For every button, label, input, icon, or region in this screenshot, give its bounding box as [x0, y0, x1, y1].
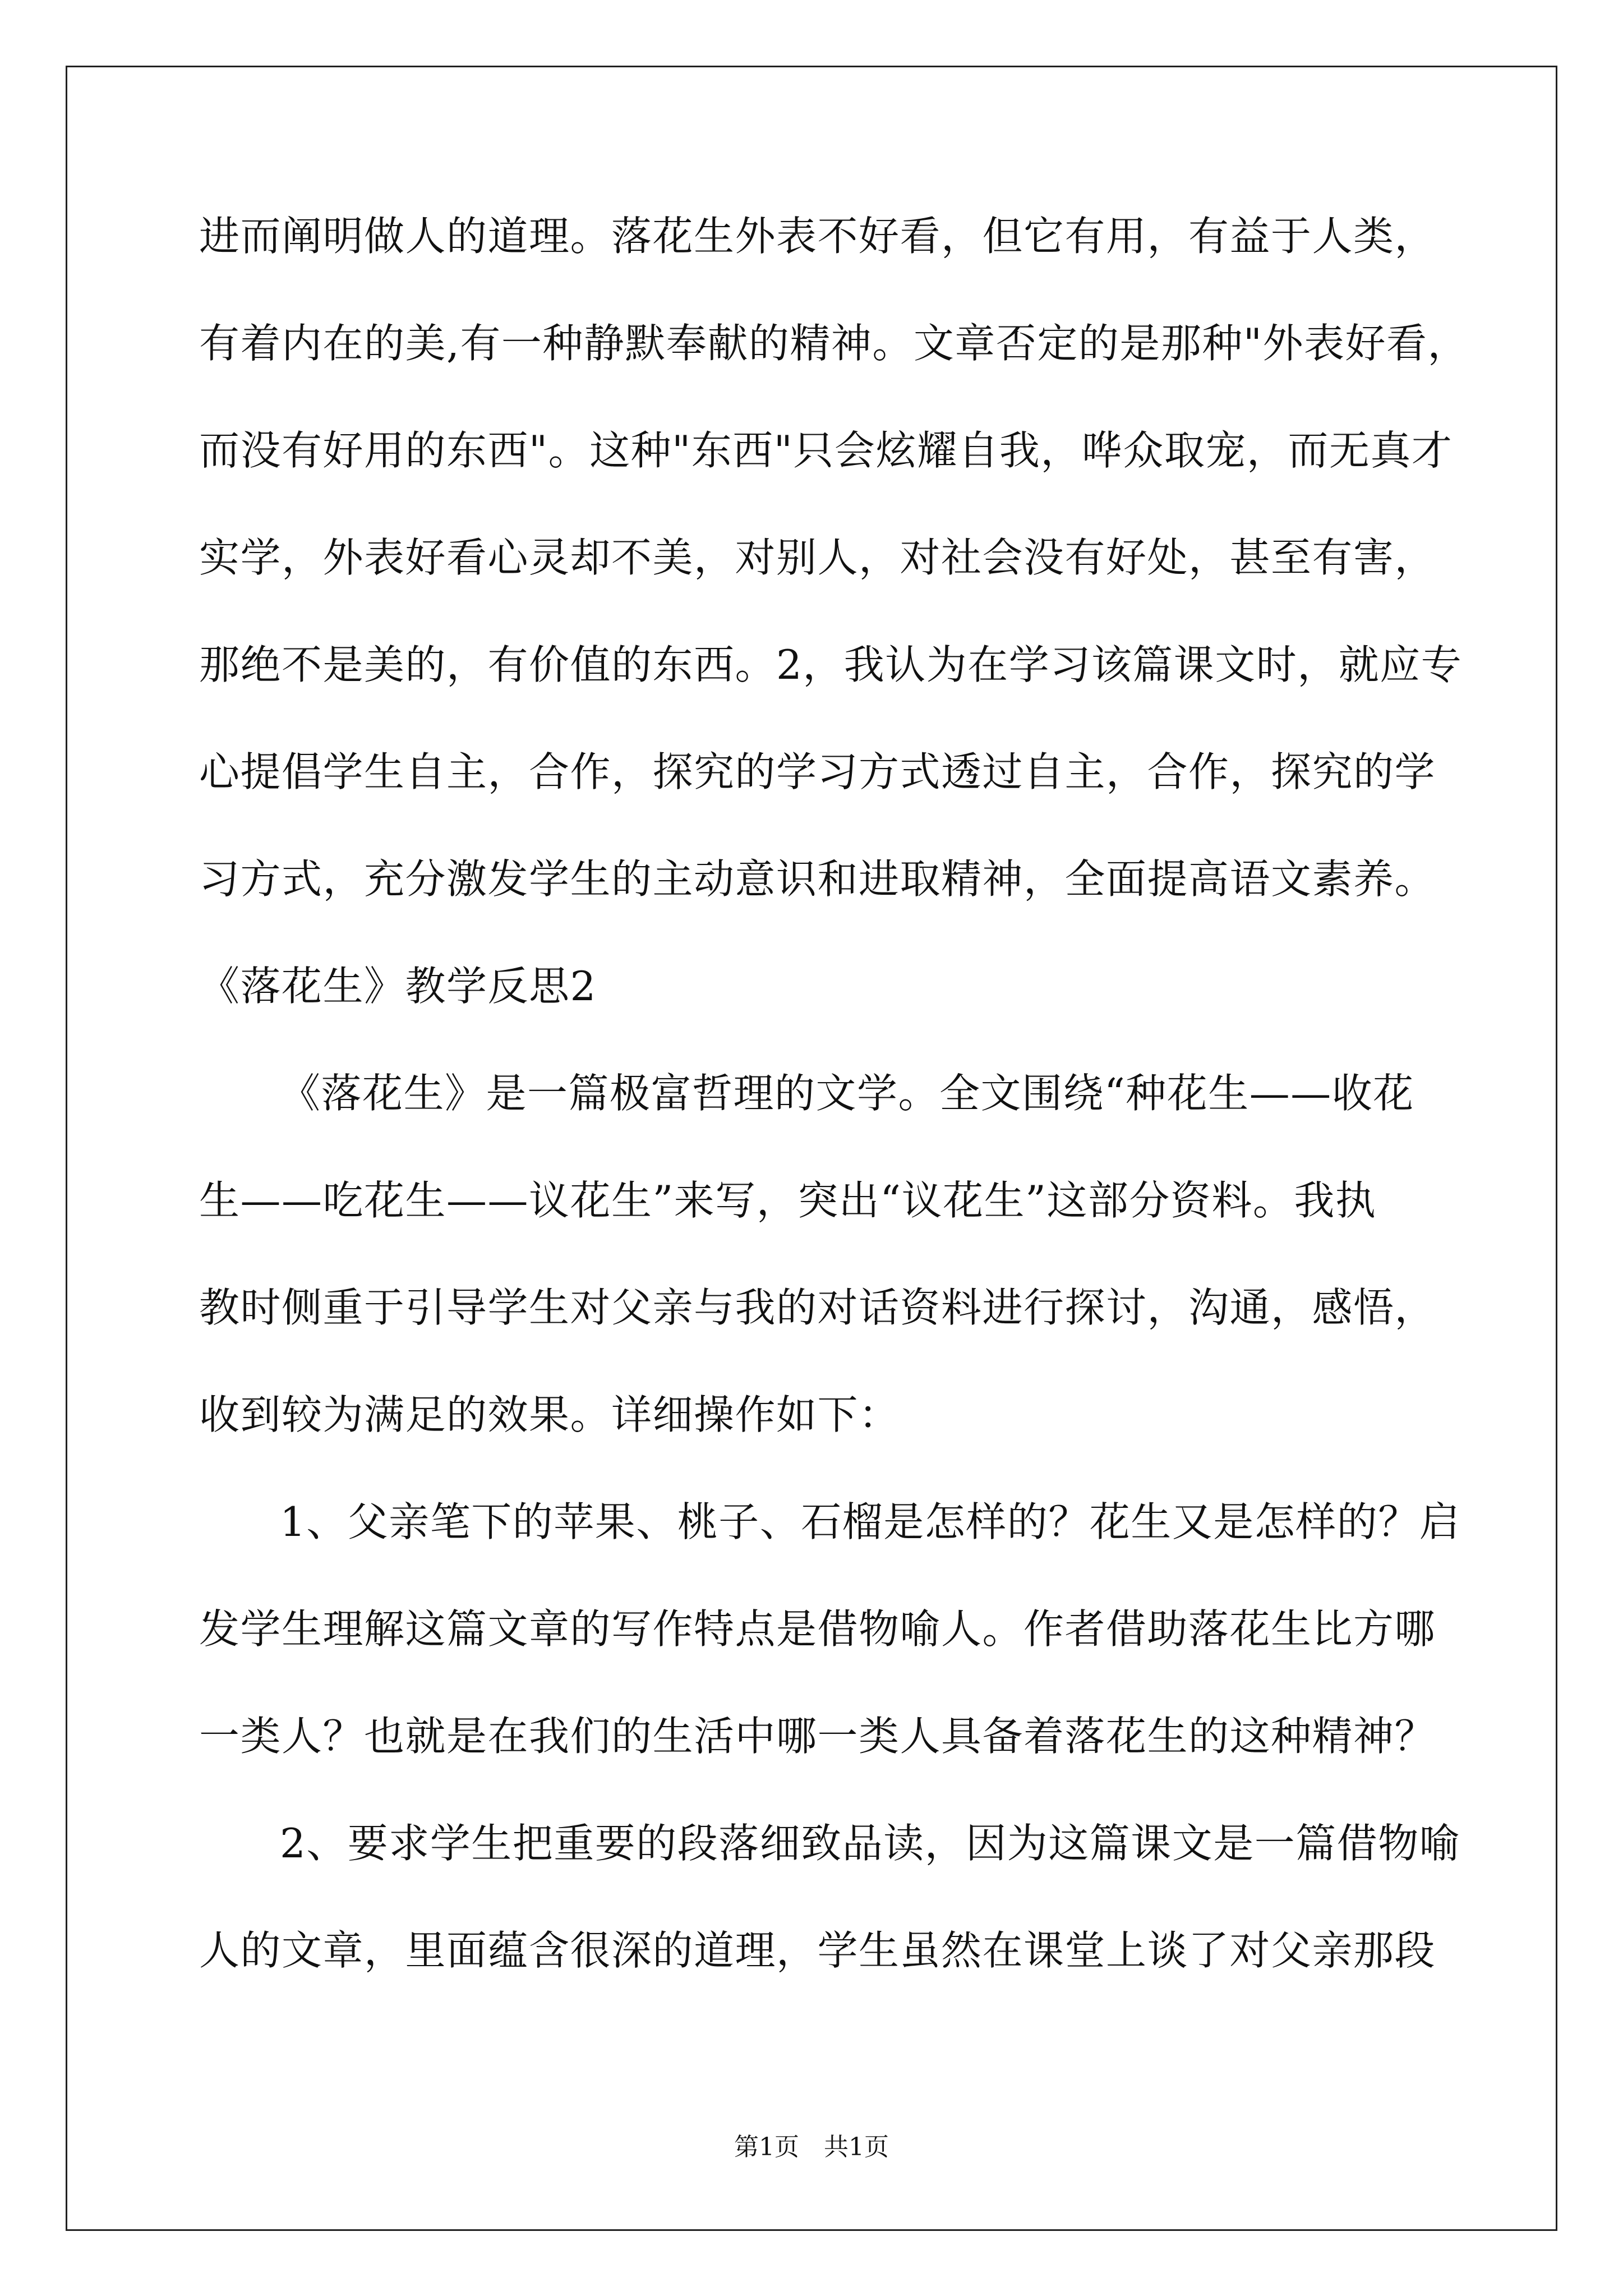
text-line: 1、父亲笔下的苹果、桃子、石榴是怎样的？花生又是怎样的？启: [280, 1498, 1461, 1545]
page-number-footer: 第1页 共1页: [734, 2133, 889, 2161]
text-line: 心提倡学生自主，合作，探究的学习方式透过自主，合作，探究的学: [199, 748, 1436, 795]
text-line: 而没有好用的东西"。这种"东西"只会炫耀自我，哗众取宠，而无真才: [199, 427, 1453, 474]
text-line: 进而阐明做人的道理。落花生外表不好看，但它有用，有益于人类，: [199, 213, 1436, 260]
text-line: 习方式，充分激发学生的主动意识和进取精神，全面提高语文素养。: [199, 855, 1436, 903]
text-line: 收到较为满足的效果。详细操作如下：: [199, 1391, 900, 1438]
text-line: 发学生理解这篇文章的写作特点是借物喻人。作者借助落花生比方哪: [199, 1605, 1436, 1653]
text-line: 教时侧重于引导学生对父亲与我的对话资料进行探讨，沟通，感悟，: [199, 1284, 1436, 1331]
section-heading: 《落花生》教学反思2: [199, 963, 597, 1010]
text-line: 生——吃花生——议花生”来写，突出“议花生”这部分资料。我执: [199, 1177, 1377, 1224]
text-line: 有着内在的美,有一种静默奉献的精神。文章否定的是那种"外表好看，: [199, 320, 1469, 367]
document-body: [199, 213, 1469, 2037]
text-line: 实学，外表好看心灵却不美，对别人，对社会没有好处，甚至有害，: [199, 534, 1436, 581]
text-line: 一类人？也就是在我们的生活中哪一类人具备着落花生的这种精神？: [199, 1713, 1436, 1760]
text-line: 《落花生》是一篇极富哲理的文学。全文围绕“种花生——收花: [280, 1070, 1414, 1117]
text-line: 2、要求学生把重要的段落细致品读，因为这篇课文是一篇借物喻: [280, 1820, 1461, 1867]
text-line: 那绝不是美的，有价值的东西。2，我认为在学习该篇课文时，就应专: [199, 641, 1463, 688]
text-line: 人的文章，里面蕴含很深的道理，学生虽然在课堂上谈了对父亲那段: [199, 1927, 1436, 1974]
